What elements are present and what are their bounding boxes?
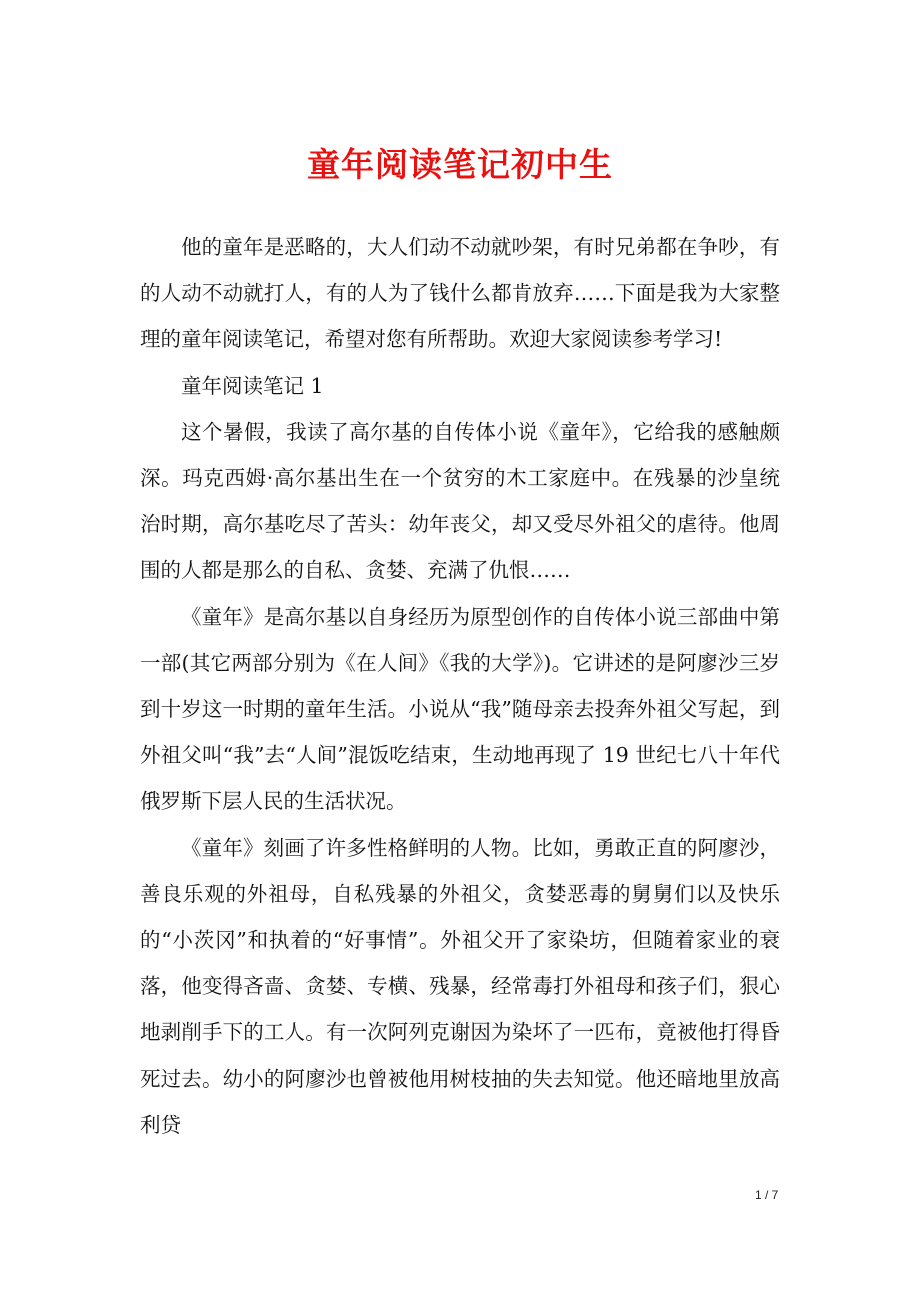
body-paragraph: 《童年》刻画了许多性格鲜明的人物。比如，勇敢正直的阿廖沙，善良乐观的外祖母，自私残暴的外祖父，贪婪恶毒的舅舅们以及快乐的“小茨冈”和执着的“好事情”。外祖父开了家染坊，但随着家业的衰落，他变得吝啬、贪婪、专横、残暴，经常毒打外祖母和孩子们，狠心地剥削手下的工人。有一次阿列克谢因为染坏了一匹布，竟被他打得昏死过去。幼小的阿廖沙也曾被他用树枝抽的失去知觉。他还暗地里放高利贷 [140,835,780,1137]
section-heading: 童年阅读笔记 1 [181,373,324,398]
document-body [140,224,780,1148]
body-paragraph: 《童年》是高尔基以自身经历为原型创作的自传体小说三部曲中第一部(其它两部分别为《在人间》《我的大学》)。它讲述的是阿廖沙三岁到十岁这一时期的童年生活。小说从“我”随母亲去投奔外祖父写起，到外祖父叫“我”去“人间”混饭吃结束，生动地再现了 19 世纪七八十年代俄罗斯下层人民的生活状况。 [140,604,780,814]
intro-paragraph: 他的童年是恶略的，大人们动不动就吵架，有时兄弟都在争吵，有的人动不动就打人，有的人为了钱什么都肯放弃……下面是我为大家整理的童年阅读笔记，希望对您有所帮助。欢迎大家阅读参考学习! [140,235,780,352]
document-title: 童年阅读笔记初中生 [307,145,613,184]
body-paragraph: 这个暑假，我读了高尔基的自传体小说《童年》，它给我的感触颇深。玛克西姆·高尔基出生在一个贫穷的木工家庭中。在残暴的沙皇统治时期，高尔基吃尽了苦头：幼年丧父，却又受尽外祖父的虐待。他周围的人都是那么的自私、贪婪、充满了仇恨…… [140,419,780,583]
page-number: 1 / 7 [755,1188,779,1202]
